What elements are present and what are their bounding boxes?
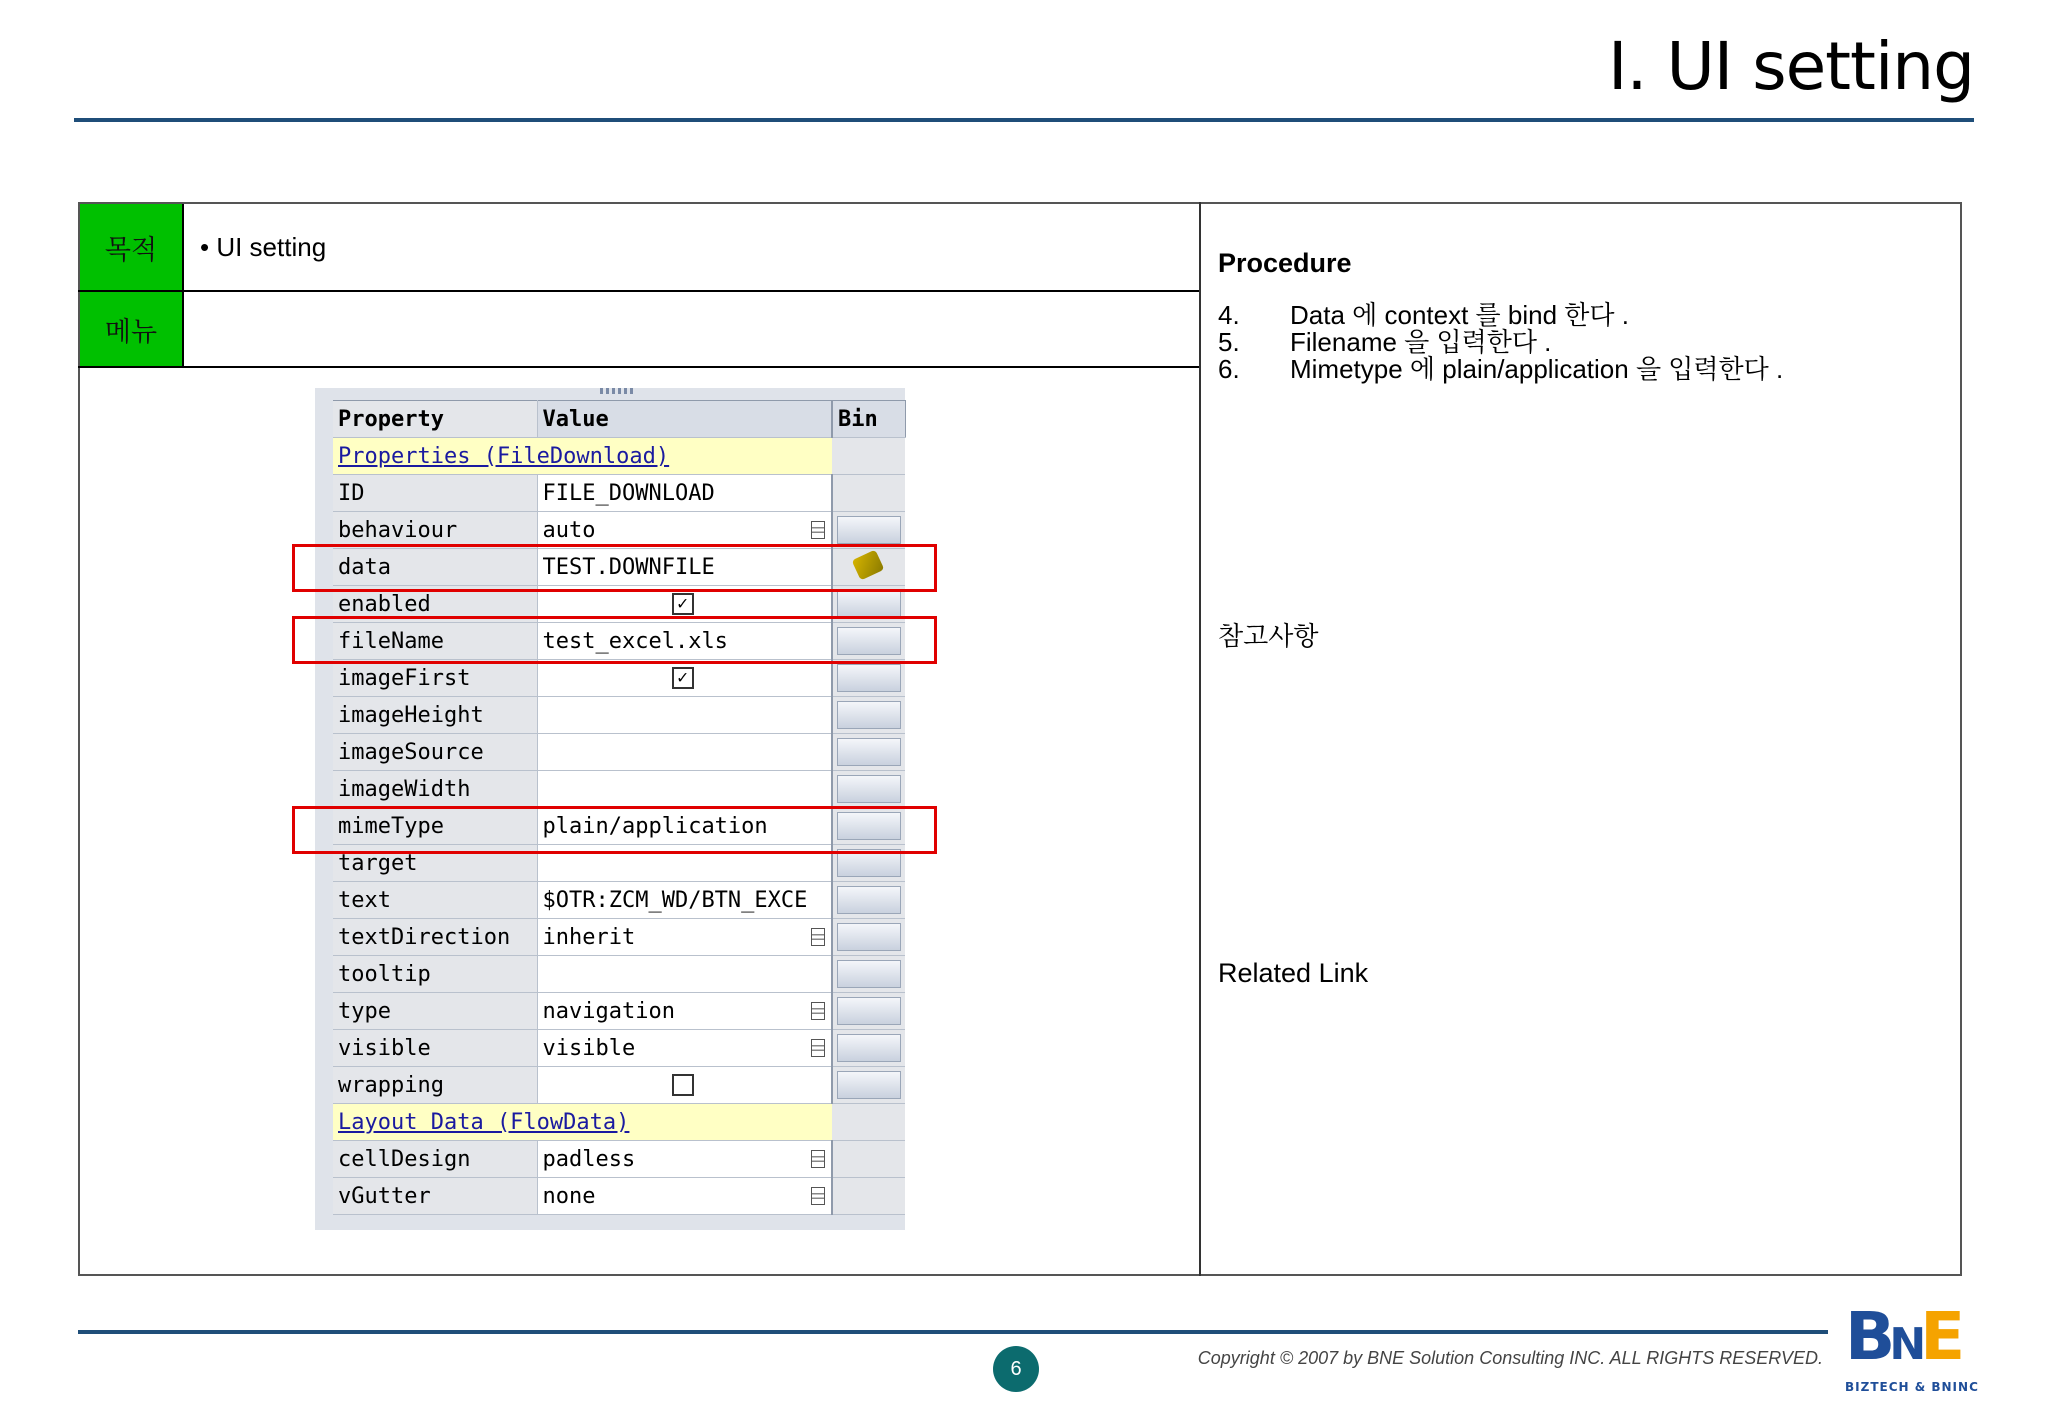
column-header-value[interactable]: Value xyxy=(537,401,832,438)
grid-row-imageSource[interactable] xyxy=(333,734,905,771)
property-value-text: plain/application xyxy=(542,813,768,839)
title-rule xyxy=(74,118,1974,122)
binding-cell[interactable] xyxy=(832,512,905,549)
grid-row-ID[interactable] xyxy=(333,475,905,512)
bind-button[interactable] xyxy=(837,590,901,618)
grid-row-cellDesign[interactable] xyxy=(333,1141,905,1178)
binding-cell[interactable] xyxy=(832,1178,905,1215)
property-name: wrapping xyxy=(333,1067,537,1104)
highlight-filename-row xyxy=(292,616,937,664)
property-name: textDirection xyxy=(333,919,537,956)
binding-cell[interactable] xyxy=(832,660,905,697)
property-name: imageHeight xyxy=(333,697,537,734)
grid-row-tooltip[interactable] xyxy=(333,956,905,993)
binding-cell[interactable] xyxy=(832,993,905,1030)
dropdown-icon[interactable] xyxy=(811,928,825,946)
grid-row-imageWidth[interactable] xyxy=(333,771,905,808)
property-name: imageWidth xyxy=(333,771,537,808)
binding-cell[interactable] xyxy=(832,956,905,993)
property-value[interactable] xyxy=(537,993,832,1030)
bind-button[interactable] xyxy=(837,738,901,766)
property-value-text: auto xyxy=(542,517,596,543)
binding-cell[interactable] xyxy=(832,771,905,808)
property-name: ID xyxy=(333,475,537,512)
property-value[interactable] xyxy=(537,1067,832,1104)
bind-button[interactable] xyxy=(837,664,901,692)
grid-row-type[interactable] xyxy=(333,993,905,1030)
property-name: data xyxy=(333,549,537,586)
bind-button[interactable] xyxy=(837,997,901,1025)
page-number-badge: 6 xyxy=(993,1346,1039,1392)
copyright-text: Copyright © 2007 by BNE Solution Consulting INC. ALL RIGHTS RESERVED. xyxy=(1197,1348,1823,1368)
grid-row-behaviour[interactable] xyxy=(333,512,905,549)
property-value[interactable] xyxy=(537,771,832,808)
highlight-mimetype-row xyxy=(292,806,937,854)
notes-heading: 참고사항 xyxy=(1218,622,1319,652)
dropdown-icon[interactable] xyxy=(811,1002,825,1020)
property-value[interactable] xyxy=(537,734,832,771)
bind-button[interactable] xyxy=(837,923,901,951)
grid-section-row[interactable] xyxy=(333,438,905,475)
column-divider xyxy=(1199,202,1201,1276)
property-value-text: none xyxy=(542,1183,596,1209)
bind-button[interactable] xyxy=(837,960,901,988)
bind-button[interactable] xyxy=(837,1034,901,1062)
property-value[interactable] xyxy=(537,512,832,549)
grid-row-vGutter[interactable] xyxy=(333,1178,905,1215)
bind-button[interactable] xyxy=(837,516,901,544)
dropdown-icon[interactable] xyxy=(811,1150,825,1168)
property-name: vGutter xyxy=(333,1178,537,1215)
property-name: target xyxy=(333,845,537,882)
property-name: fileName xyxy=(333,623,537,660)
grid-section-binding-cell xyxy=(832,1104,905,1141)
property-value-text: padless xyxy=(542,1146,636,1172)
procedure-steps xyxy=(1218,302,1783,383)
property-name: imageSource xyxy=(333,734,537,771)
property-name: cellDesign xyxy=(333,1141,537,1178)
highlight-data-row xyxy=(292,544,937,592)
property-name: tooltip xyxy=(333,956,537,993)
step-item: 4. Data 에 context 를 bind 한다 . xyxy=(1218,300,1629,330)
property-value-text: navigation xyxy=(542,998,675,1024)
binding-cell[interactable] xyxy=(832,1067,905,1104)
property-value[interactable] xyxy=(537,919,832,956)
property-name: imageFirst xyxy=(333,660,537,697)
property-name: visible xyxy=(333,1030,537,1067)
step-item: 6. Mimetype 에 plain/application 을 입력한다 . xyxy=(1218,354,1784,384)
property-value[interactable] xyxy=(537,956,832,993)
property-name: text xyxy=(333,882,537,919)
property-value[interactable] xyxy=(537,1141,832,1178)
property-value[interactable] xyxy=(537,1030,832,1067)
resize-grip[interactable] xyxy=(600,388,636,394)
property-value-text: $OTR:ZCM_WD/BTN_EXCE xyxy=(542,887,808,913)
property-name: behaviour xyxy=(333,512,537,549)
grid-row-imageHeight[interactable] xyxy=(333,697,905,734)
property-name: mimeType xyxy=(333,808,537,845)
unchecked-checkbox[interactable] xyxy=(672,1074,694,1096)
property-value-text: TEST.DOWNFILE xyxy=(542,554,715,580)
property-value-text: test_excel.xls xyxy=(542,628,728,654)
purpose-label: 목적 xyxy=(80,204,182,290)
binding-cell[interactable] xyxy=(832,919,905,956)
grid-row-visible[interactable] xyxy=(333,1030,905,1067)
procedure-heading: Procedure xyxy=(1218,248,1352,278)
menu-label: 메뉴 xyxy=(80,292,182,366)
page-title: I. UI setting xyxy=(1608,28,1974,105)
column-header-binding[interactable]: Bin xyxy=(832,401,905,438)
binding-cell[interactable] xyxy=(832,1141,905,1178)
grid-section-row[interactable] xyxy=(333,1104,905,1141)
property-value[interactable] xyxy=(537,475,832,512)
grid-section-binding-cell xyxy=(832,438,905,475)
grid-row-textDirection[interactable] xyxy=(333,919,905,956)
dropdown-icon[interactable] xyxy=(811,521,825,539)
grid-section-title[interactable]: Layout Data (FlowData) xyxy=(333,1104,832,1141)
binding-cell[interactable] xyxy=(832,1030,905,1067)
related-link-heading: Related Link xyxy=(1218,958,1369,988)
bind-button[interactable] xyxy=(837,701,901,729)
dropdown-icon[interactable] xyxy=(811,1187,825,1205)
bind-button[interactable] xyxy=(837,886,901,914)
row-divider-1 xyxy=(78,290,1199,292)
grid-row-text[interactable] xyxy=(333,882,905,919)
property-value-text: FILE_DOWNLOAD xyxy=(542,480,715,506)
bind-button[interactable] xyxy=(837,1071,901,1099)
dropdown-icon[interactable] xyxy=(811,1039,825,1057)
property-value-text: visible xyxy=(542,1035,636,1061)
row-divider-2 xyxy=(78,366,1199,368)
binding-cell[interactable] xyxy=(832,882,905,919)
step-item: 5. Filename 을 입력한다 . xyxy=(1218,327,1552,357)
property-name: type xyxy=(333,993,537,1030)
bind-button[interactable] xyxy=(837,775,901,803)
property-value[interactable] xyxy=(537,1178,832,1215)
bne-logo: BNE BIZTECH & BNINC xyxy=(1845,1298,1979,1394)
binding-cell[interactable] xyxy=(832,475,905,512)
binding-cell[interactable] xyxy=(832,697,905,734)
property-name: enabled xyxy=(333,586,537,623)
checked-checkbox[interactable]: ✓ xyxy=(672,593,694,615)
property-value[interactable] xyxy=(537,660,832,697)
property-value[interactable] xyxy=(537,697,832,734)
checked-checkbox[interactable]: ✓ xyxy=(672,667,694,689)
column-header-property[interactable]: Property xyxy=(333,401,537,438)
label-column-border xyxy=(182,204,184,368)
grid-row-imageFirst[interactable] xyxy=(333,660,905,697)
property-value-text: inherit xyxy=(542,924,636,950)
purpose-text: • UI setting xyxy=(200,232,327,262)
binding-cell[interactable] xyxy=(832,734,905,771)
grid-section-title[interactable]: Properties (FileDownload) xyxy=(333,438,832,475)
grid-row-wrapping[interactable] xyxy=(333,1067,905,1104)
footer-rule xyxy=(78,1330,1828,1334)
property-value[interactable] xyxy=(537,882,832,919)
